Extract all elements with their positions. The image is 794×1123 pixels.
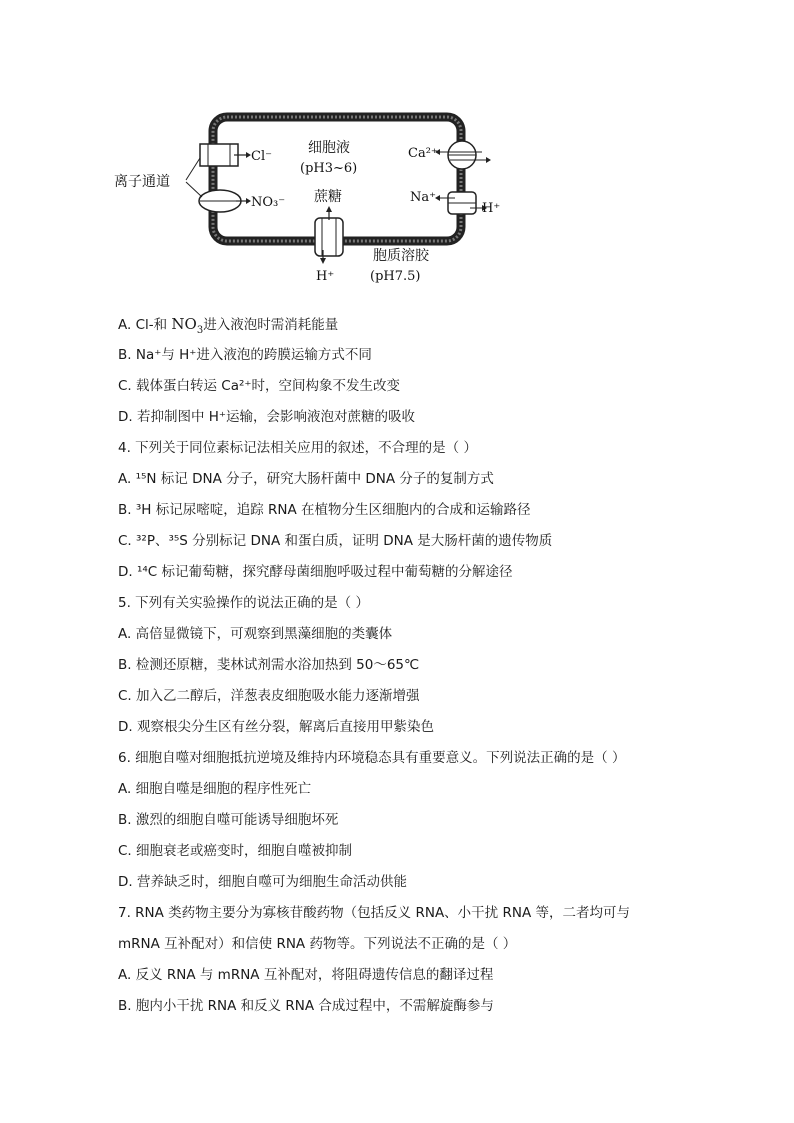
vacuole-transport-figure: [110, 100, 530, 295]
question-5-stem: 5. 下列有关实验操作的说法正确的是（ ）: [118, 595, 369, 611]
question-7-stem-line1: 7. RNA 类药物主要分为寡核苷酸药物（包括反义 RNA、小干扰 RNA 等，二者均可与: [118, 905, 630, 921]
option-3b: B. Na⁺与 H⁺进入液泡的跨膜运输方式不同: [118, 347, 372, 363]
no3-label: NO₃⁻: [251, 195, 286, 210]
h-right-label: H⁺: [482, 201, 501, 216]
na-label: Na⁺: [410, 190, 436, 205]
question-text: [118, 312, 718, 1025]
option-7a: A. 反义 RNA 与 mRNA 互补配对，将阻碍遗传信息的翻译过程: [118, 967, 494, 983]
option-3c: C. 载体蛋白转运 Ca²⁺时，空间构象不发生改变: [118, 378, 401, 394]
cl-channel-icon: [200, 144, 238, 166]
sucrose-transporter-icon: [315, 218, 343, 256]
question-7-stem-line2: mRNA 互补配对）和信使 RNA 药物等。下列说法不正确的是（ ）: [118, 936, 517, 952]
option-6d: D. 营养缺乏时，细胞自噬可为细胞生命活动供能: [118, 874, 407, 890]
option-3a: A. Cl-和 $NO_3$进入液泡时需消耗能量: [118, 315, 339, 336]
option-6a: A. 细胞自噬是细胞的程序性死亡: [118, 781, 312, 797]
ca-label: Ca²⁺: [408, 146, 438, 161]
option-5c: C. 加入乙二醇后，洋葱表皮细胞吸水能力逐渐增强: [118, 688, 420, 704]
no3-formula: $NO_3$: [171, 315, 204, 336]
option-7b: B. 胞内小干扰 RNA 和反义 RNA 合成过程中，不需解旋酶参与: [118, 998, 494, 1014]
option-4d: D. ¹⁴C 标记葡萄糖，探究酵母菌细胞呼吸过程中葡萄糖的分解途径: [118, 564, 513, 580]
option-5d: D. 观察根尖分生区有丝分裂，解离后直接用甲紫染色: [118, 719, 434, 735]
cl-label: Cl⁻: [251, 149, 272, 164]
sucrose-label: 蔗糖: [314, 189, 342, 205]
question-6-stem: 6. 细胞自噬对细胞抵抗逆境及维持内环境稳态具有重要意义。下列说法正确的是（ ）: [118, 750, 626, 766]
ion-channel-label: 离子通道: [114, 174, 170, 190]
cytosol-ph: (pH7.5): [370, 269, 421, 284]
option-5a: A. 高倍显微镜下，可观察到黑藻细胞的类囊体: [118, 626, 393, 642]
h-bottom-label: H⁺: [316, 269, 335, 284]
option-6c: C. 细胞衰老或癌变时，细胞自噬被抑制: [118, 843, 353, 859]
cell-sap-ph: (pH3~6): [300, 161, 358, 176]
option-4a: A. ¹⁵N 标记 DNA 分子，研究大肠杆菌中 DNA 分子的复制方式: [118, 471, 494, 487]
vacuole-diagram: [110, 100, 530, 295]
cytosol-label: 胞质溶胶: [373, 248, 429, 264]
option-4c: C. ³²P、³⁵S 分别标记 DNA 和蛋白质，证明 DNA 是大肠杆菌的遗传物质: [118, 533, 553, 549]
cell-sap-label: 细胞液: [308, 140, 350, 156]
option-6b: B. 激烈的细胞自噬可能诱导细胞坏死: [118, 812, 339, 828]
option-4b: B. ³H 标记尿嘧啶，追踪 RNA 在植物分生区细胞内的合成和运输路径: [118, 502, 531, 518]
option-5b: B. 检测还原糖，斐林试剂需水浴加热到 50～65℃: [118, 657, 420, 673]
option-3d: D. 若抑制图中 H⁺运输，会影响液泡对蔗糖的吸收: [118, 409, 416, 425]
question-4-stem: 4. 下列关于同位素标记法相关应用的叙述，不合理的是（ ）: [118, 440, 477, 456]
